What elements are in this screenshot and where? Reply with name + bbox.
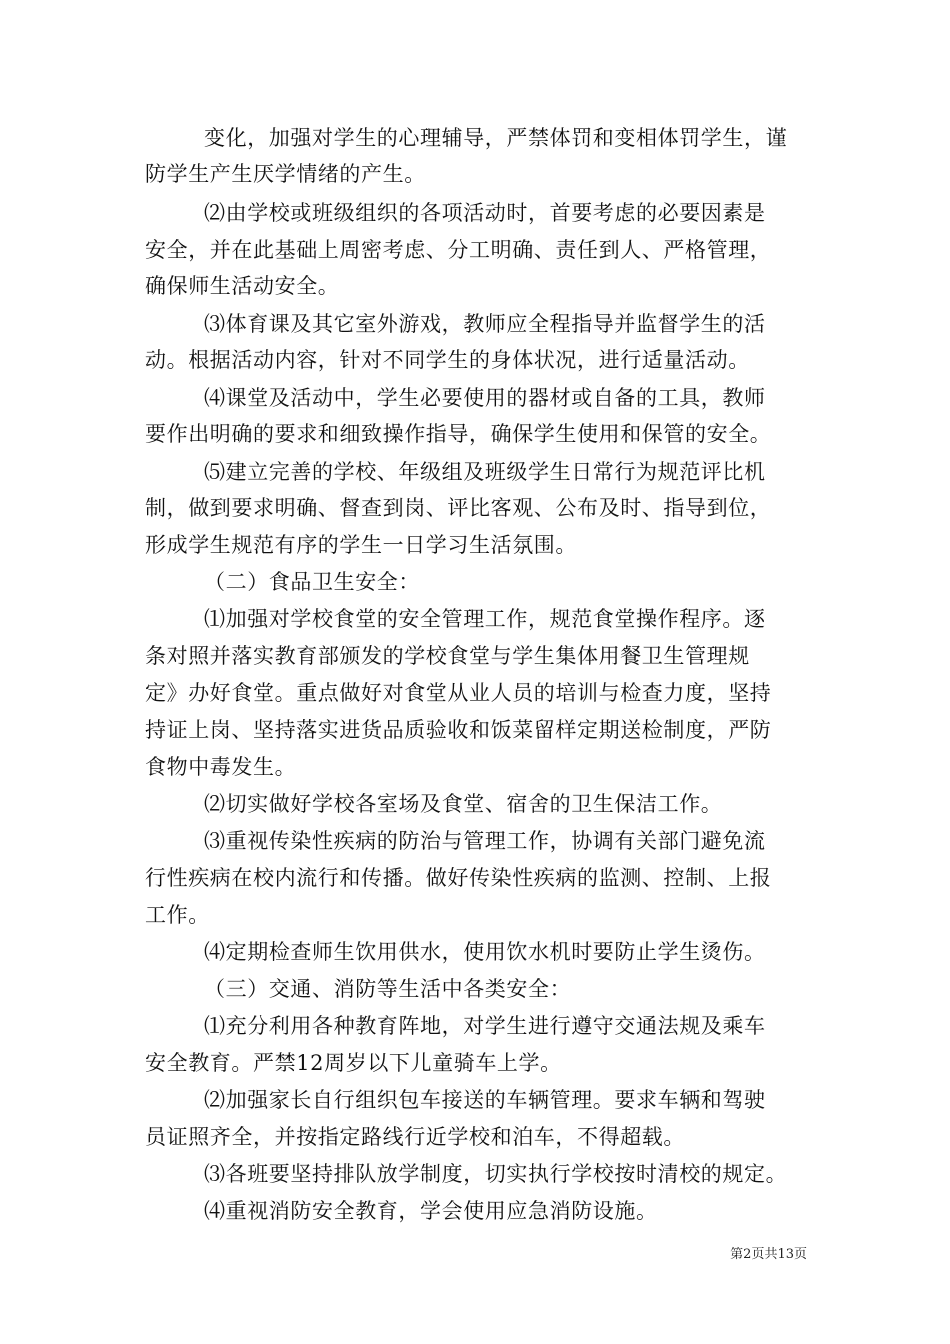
section-heading: （三）交通、消防等生活中各类安全： xyxy=(204,977,572,1001)
paragraph-line: 员证照齐全，并按指定路线行近学校和泊车，不得超载。 xyxy=(145,1125,685,1149)
paragraph-line: ⑷重视消防安全教育，学会使用应急消防设施。 xyxy=(204,1199,658,1223)
paragraph-line: 变化，加强对学生的心理辅导，严禁体罚和变相体罚学生，谨 xyxy=(204,126,788,150)
paragraph-line: 形成学生规范有序的学生一日学习生活氛围。 xyxy=(145,533,577,557)
paragraph-line: ⑸建立完善的学校、年级组及班级学生日常行为规范评比机 xyxy=(204,460,766,484)
page-number: 第2页共13页 xyxy=(730,1247,807,1262)
paragraph-line: ⑷课堂及活动中，学生必要使用的器材或自备的工具，教师 xyxy=(204,386,766,410)
paragraph-line: ⑵加强家长自行组织包车接送的车辆管理。要求车辆和驾驶 xyxy=(204,1088,766,1112)
paragraph-line: 安全，并在此基础上周密考虑、分工明确、责任到人、严格管理， xyxy=(145,238,772,262)
paragraph-line: 确保师生活动安全。 xyxy=(145,274,340,298)
paragraph-line: ⑷定期检查师生饮用供水，使用饮水机时要防止学生烫伤。 xyxy=(204,940,766,964)
paragraph-line: ⑵由学校或班级组织的各项活动时，首要考虑的必要因素是 xyxy=(204,201,766,225)
paragraph-line: ⑵切实做好学校各室场及食堂、宿舍的卫生保洁工作。 xyxy=(204,792,723,816)
paragraph-line: 定》办好食堂。重点做好对食堂从业人员的培训与检查力度，坚持 xyxy=(145,681,772,705)
paragraph-line: ⑶体育课及其它室外游戏，教师应全程指导并监督学生的活 xyxy=(204,312,766,336)
paragraph-line: ⑶各班要坚持排队放学制度，切实执行学校按时清校的规定。 xyxy=(204,1162,788,1186)
paragraph-line: 安全教育。严禁12周岁以下儿童骑车上学。 xyxy=(145,1051,562,1075)
paragraph-line: 持证上岗、坚持落实进货品质验收和饭菜留样定期送检制度，严防 xyxy=(145,718,772,742)
paragraph-line: 防学生产生厌学情绪的产生。 xyxy=(145,162,426,186)
paragraph-line: ⑴加强对学校食堂的安全管理工作，规范食堂操作程序。逐 xyxy=(204,607,766,631)
paragraph-line: 要作出明确的要求和细致操作指导，确保学生使用和保管的安全。 xyxy=(145,422,772,446)
paragraph-line: 食物中毒发生。 xyxy=(145,755,297,779)
paragraph-line: 条对照并落实教育部颁发的学校食堂与学生集体用餐卫生管理规 xyxy=(145,644,750,668)
paragraph-line: 动。根据活动内容，针对不同学生的身体状况，进行适量活动。 xyxy=(145,348,750,372)
paragraph-line: ⑶重视传染性疾病的防治与管理工作，协调有关部门避免流 xyxy=(204,829,766,853)
paragraph-line: ⑴充分利用各种教育阵地，对学生进行遵守交通法规及乘车 xyxy=(204,1014,766,1038)
paragraph-line: 制，做到要求明确、督查到岗、评比客观、公布及时、指导到位， xyxy=(145,496,772,520)
section-heading: （二）食品卫生安全： xyxy=(204,570,420,594)
paragraph-line: 工作。 xyxy=(145,903,210,927)
paragraph-line: 行性疾病在校内流行和传播。做好传染性疾病的监测、控制、上报 xyxy=(145,866,772,890)
